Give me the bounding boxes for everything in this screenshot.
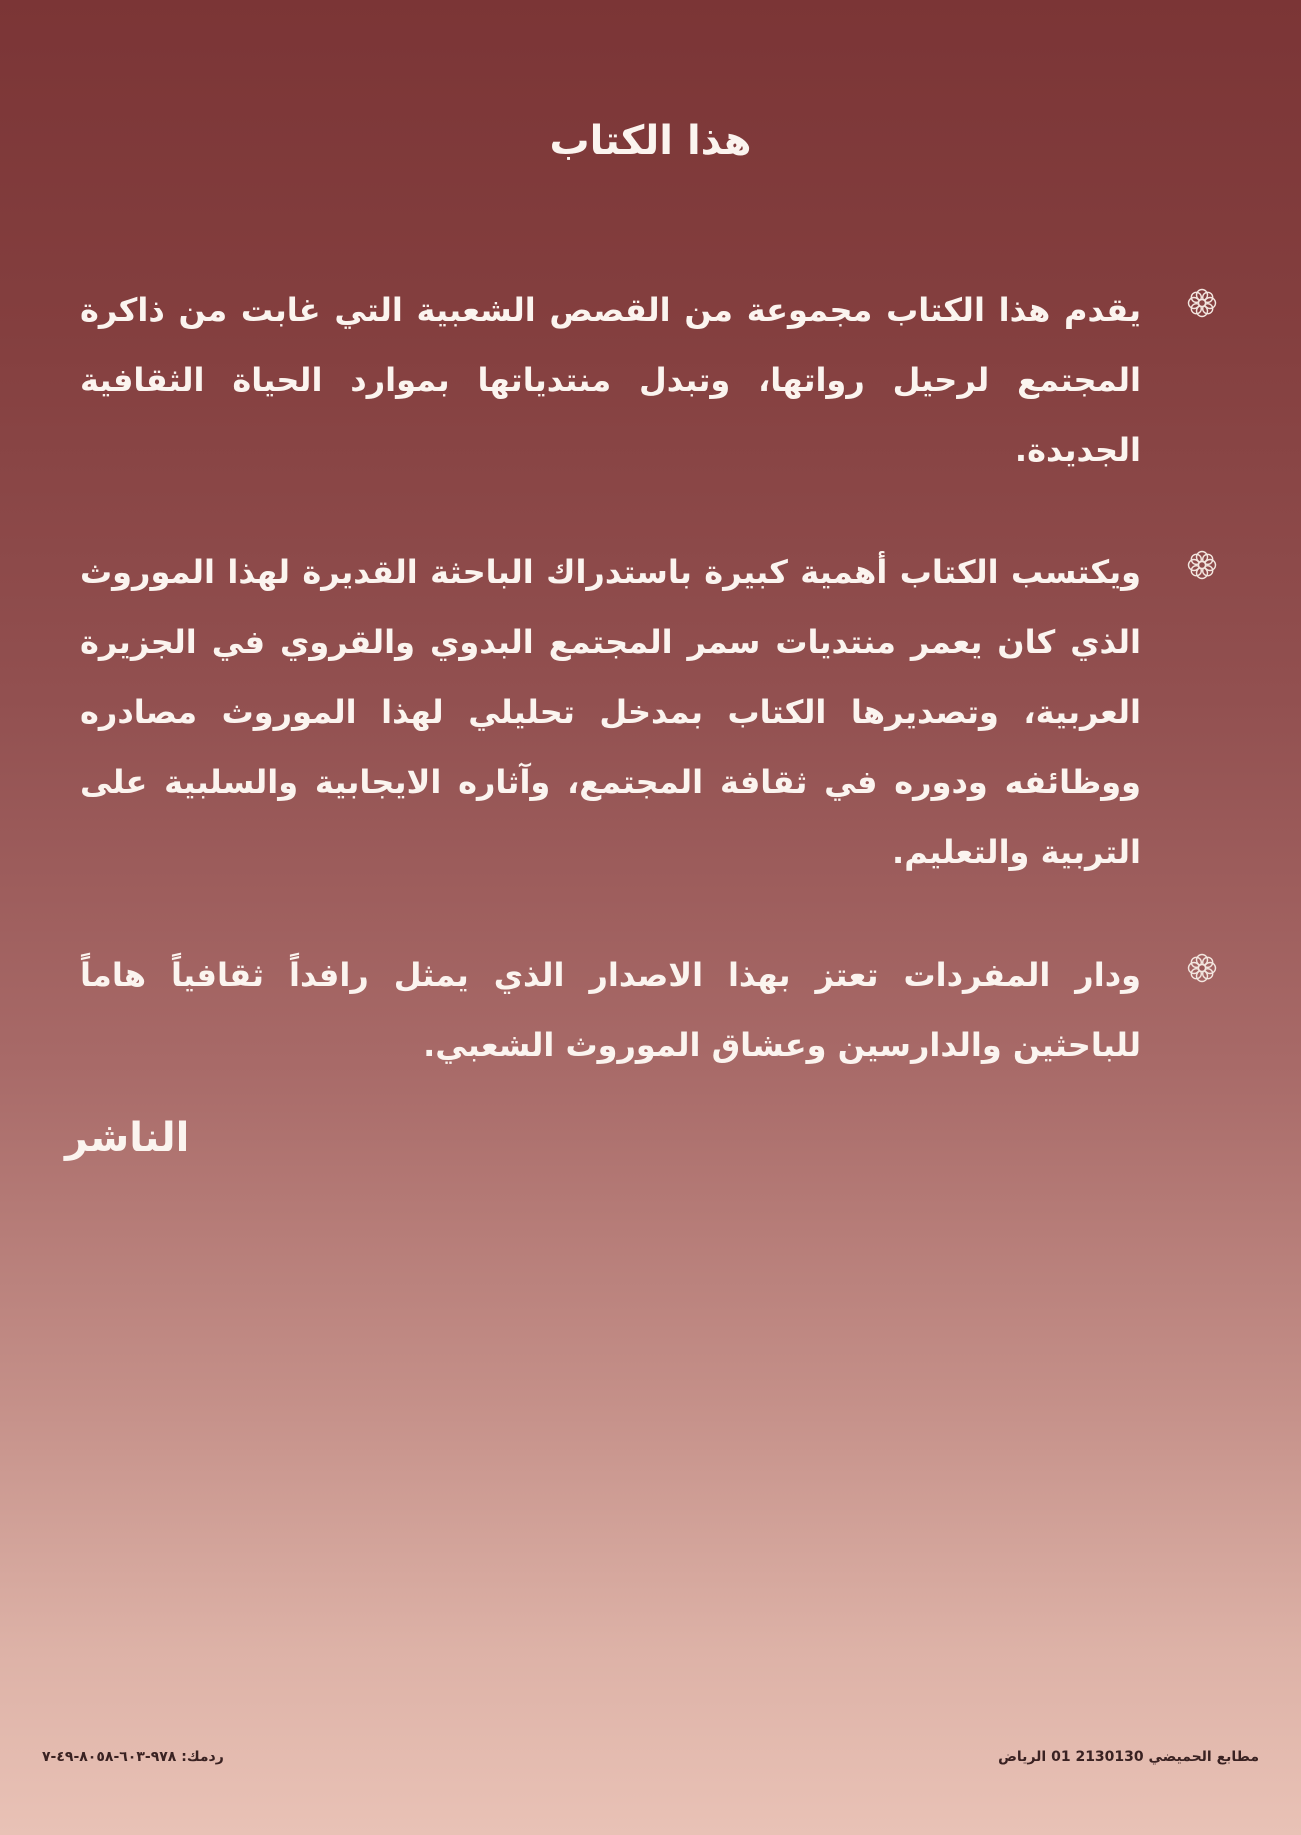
flower-ornament-icon	[1185, 548, 1219, 582]
publisher-signature: الناشر	[65, 1115, 190, 1161]
printer-credit: مطابع الحميضي 2130130 01 الرياض	[998, 1749, 1259, 1765]
book-title: هذا الكتاب	[549, 118, 752, 164]
flower-ornament-icon	[1185, 951, 1219, 985]
description-paragraph-1: يقدم هذا الكتاب مجموعة من القصص الشعبية التي غابت من ذاكرة المجتمع لرحيل رواتها، وتبدل منتدياتها بموارد الحياة الثقافية الجديدة.	[80, 291, 1141, 469]
isbn-number: ردمك: ٩٧٨-٦٠٣-٨٠٥٨-٤٩-٧	[42, 1749, 224, 1765]
description-paragraph-2: ويكتسب الكتاب أهمية كبيرة باستدراك الباحثة القديرة لهذا الموروث الذي كان يعمر منتديات سمر المجتمع البدوي والقروي في الجزيرة العربية، وتصديرها الكتاب بمدخل تحليلي لهذا الموروث مصادره ووظائفه ودوره في ثقافة المجتمع، وآثاره الايجابية والسلبية على التربية والتعليم.	[80, 553, 1141, 871]
flower-ornament-icon	[1185, 286, 1219, 320]
description-paragraph-3: ودار المفردات تعتز بهذا الاصدار الذي يمثل رافداً ثقافياً هاماً للباحثين والدارسين وعشاق الموروث الشعبي.	[80, 956, 1141, 1064]
